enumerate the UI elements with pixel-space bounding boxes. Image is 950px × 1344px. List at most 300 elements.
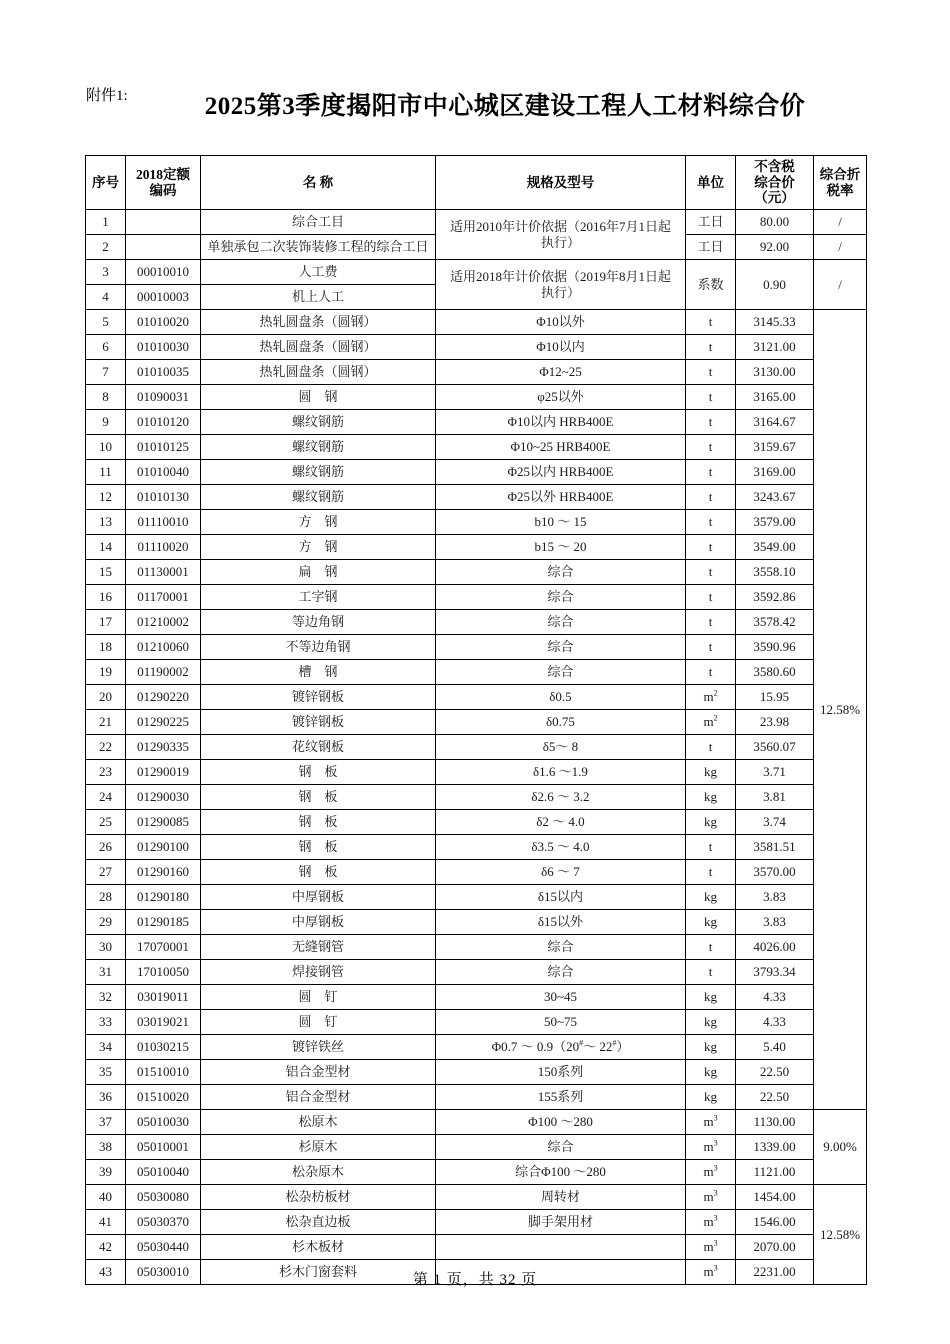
cell-unit: t xyxy=(686,460,736,485)
cell-code: 05010001 xyxy=(126,1135,201,1160)
cell-name: 螺纹钢筋 xyxy=(201,485,436,510)
cell-price: 3164.67 xyxy=(736,410,814,435)
cell-price: 1130.00 xyxy=(736,1110,814,1135)
cell-code: 05010040 xyxy=(126,1160,201,1185)
table-row xyxy=(86,910,867,935)
cell-spec: Φ10以内 xyxy=(436,335,686,360)
table-row xyxy=(86,360,867,385)
cell-unit: t xyxy=(686,310,736,335)
cell-seq: 10 xyxy=(86,435,126,460)
cell-spec: 综合 xyxy=(436,935,686,960)
table-row xyxy=(86,810,867,835)
cell-price: 22.50 xyxy=(736,1085,814,1110)
cell-name: 松杂原木 xyxy=(201,1160,436,1185)
cell-unit: t xyxy=(686,335,736,360)
cell-seq: 12 xyxy=(86,485,126,510)
cell-spec: 综合 xyxy=(436,585,686,610)
table-row xyxy=(86,660,867,685)
material-price-table xyxy=(85,155,867,1285)
header-unit: 单位 xyxy=(686,156,736,210)
table-row xyxy=(86,385,867,410)
cell-price: 3590.96 xyxy=(736,635,814,660)
table-row xyxy=(86,735,867,760)
cell-code: 01210002 xyxy=(126,610,201,635)
cell-price: 3.83 xyxy=(736,910,814,935)
cell-spec: 30~45 xyxy=(436,985,686,1010)
cell-seq: 24 xyxy=(86,785,126,810)
cell-spec-merged-2018: 适用2018年计价依据（2019年8月1日起执行） xyxy=(436,260,686,310)
cell-price: 3570.00 xyxy=(736,860,814,885)
cell-code: 01010030 xyxy=(126,335,201,360)
cell-seq: 4 xyxy=(86,285,126,310)
header-price-line1: 不含税 xyxy=(754,159,795,175)
header-name: 名 称 xyxy=(201,156,436,210)
cell-rate-merged-steel: 12.58% xyxy=(814,310,867,1110)
cell-spec: 周转材 xyxy=(436,1185,686,1210)
cell-unit: t xyxy=(686,485,736,510)
cell-price: 3578.42 xyxy=(736,610,814,635)
cell-seq: 14 xyxy=(86,535,126,560)
cell-unit: $m^3$ xyxy=(686,1110,736,1135)
cell-seq: 3 xyxy=(86,260,126,285)
cell-code: 01290220 xyxy=(126,685,201,710)
cell-code: 05030370 xyxy=(126,1210,201,1235)
cell-seq: 32 xyxy=(86,985,126,1010)
cell-price: 2231.00 xyxy=(736,1260,814,1285)
cell-name: 松原木 xyxy=(201,1110,436,1135)
cell-price: 3.71 xyxy=(736,760,814,785)
cell-code: 01290180 xyxy=(126,885,201,910)
cell-name: 杉原木 xyxy=(201,1135,436,1160)
cell-price: 4.33 xyxy=(736,985,814,1010)
cell-name: 无缝钢管 xyxy=(201,935,436,960)
table-row xyxy=(86,935,867,960)
cell-seq: 28 xyxy=(86,885,126,910)
cell-price: 92.00 xyxy=(736,235,814,260)
table-row xyxy=(86,310,867,335)
table-row xyxy=(86,710,867,735)
cell-unit: t xyxy=(686,385,736,410)
cell-name: 钢 板 xyxy=(201,860,436,885)
cell-name: 圆 钉 xyxy=(201,1010,436,1035)
cell-code: 01170001 xyxy=(126,585,201,610)
cell-spec: Φ25以内 HRB400E xyxy=(436,460,686,485)
cell-unit: t xyxy=(686,560,736,585)
cell-name: 等边角钢 xyxy=(201,610,436,635)
cell-seq: 18 xyxy=(86,635,126,660)
cell-price: 3.74 xyxy=(736,810,814,835)
cell-code: 01010125 xyxy=(126,435,201,460)
cell-name: 螺纹钢筋 xyxy=(201,410,436,435)
cell-unit: $m^3$ xyxy=(686,1185,736,1210)
cell-spec: 综合 xyxy=(436,1135,686,1160)
cell-rate: / xyxy=(814,235,867,260)
cell-code: 01290160 xyxy=(126,860,201,885)
cell-price: 3159.67 xyxy=(736,435,814,460)
cell-spec: 综合 xyxy=(436,560,686,585)
cell-seq: 27 xyxy=(86,860,126,885)
cell-spec: 综合Φ100 ～280 xyxy=(436,1160,686,1185)
attachment-label: 附件1: xyxy=(86,88,128,104)
cell-spec: δ15以外 xyxy=(436,910,686,935)
cell-code: 00010003 xyxy=(126,285,201,310)
cell-price: 2070.00 xyxy=(736,1235,814,1260)
cell-spec: b10 ～ 15 xyxy=(436,510,686,535)
cell-name: 热轧圆盘条（圆钢） xyxy=(201,310,436,335)
cell-code: 17070001 xyxy=(126,935,201,960)
cell-seq: 17 xyxy=(86,610,126,635)
cell-spec: 综合 xyxy=(436,610,686,635)
page-title: 2025第3季度揭阳市中心城区建设工程人工材料综合价 xyxy=(204,93,806,120)
table-header xyxy=(86,156,867,210)
cell-name: 不等边角钢 xyxy=(201,635,436,660)
cell-seq: 41 xyxy=(86,1210,126,1235)
cell-name: 镀锌钢板 xyxy=(201,710,436,735)
cell-price: 1546.00 xyxy=(736,1210,814,1235)
table-row xyxy=(86,635,867,660)
cell-price: 0.90 xyxy=(736,260,814,310)
cell-spec: Φ10以外 xyxy=(436,310,686,335)
cell-price: 3.83 xyxy=(736,885,814,910)
cell-seq: 29 xyxy=(86,910,126,935)
cell-spec: 综合 xyxy=(436,635,686,660)
cell-seq: 40 xyxy=(86,1185,126,1210)
cell-price: 22.50 xyxy=(736,1060,814,1085)
cell-code: 01090031 xyxy=(126,385,201,410)
table-row xyxy=(86,335,867,360)
cell-spec: 150系列 xyxy=(436,1060,686,1085)
cell-unit: kg xyxy=(686,1085,736,1110)
cell-code: 01290185 xyxy=(126,910,201,935)
cell-unit: $m^3$ xyxy=(686,1235,736,1260)
cell-code: 01290335 xyxy=(126,735,201,760)
header-code xyxy=(126,156,201,210)
cell-seq: 8 xyxy=(86,385,126,410)
cell-name: 钢 板 xyxy=(201,810,436,835)
table-body xyxy=(86,210,867,1285)
cell-spec: Φ100 ～280 xyxy=(436,1110,686,1135)
header-price-line2: 综合价 xyxy=(754,174,795,190)
cell-unit: $m^2$ xyxy=(686,685,736,710)
cell-name: 圆 钢 xyxy=(201,385,436,410)
header-seq: 序号 xyxy=(86,156,126,210)
cell-price: 3243.67 xyxy=(736,485,814,510)
table-row xyxy=(86,1160,867,1185)
cell-unit: $m^3$ xyxy=(686,1160,736,1185)
cell-code: 05030440 xyxy=(126,1235,201,1260)
cell-name: 圆 钉 xyxy=(201,985,436,1010)
cell-code: 01010120 xyxy=(126,410,201,435)
cell-unit: kg xyxy=(686,785,736,810)
cell-unit: kg xyxy=(686,885,736,910)
cell-seq: 30 xyxy=(86,935,126,960)
cell-unit: kg xyxy=(686,910,736,935)
cell-name: 钢 板 xyxy=(201,835,436,860)
cell-code: 03019011 xyxy=(126,985,201,1010)
table-row xyxy=(86,1110,867,1135)
cell-unit: t xyxy=(686,660,736,685)
cell-seq: 6 xyxy=(86,335,126,360)
cell-spec: 综合 xyxy=(436,960,686,985)
cell-code: 03019021 xyxy=(126,1010,201,1035)
cell-spec: δ6 ～ 7 xyxy=(436,860,686,885)
cell-price: 3560.07 xyxy=(736,735,814,760)
cell-code: 01010130 xyxy=(126,485,201,510)
cell-spec xyxy=(436,1235,686,1260)
cell-code: 01510020 xyxy=(126,1085,201,1110)
header-price xyxy=(736,156,814,210)
table-row xyxy=(86,410,867,435)
table-row xyxy=(86,1185,867,1210)
cell-seq: 37 xyxy=(86,1110,126,1135)
table-row xyxy=(86,260,867,285)
table-row xyxy=(86,210,867,235)
cell-unit: 工日 xyxy=(686,210,736,235)
cell-unit: t xyxy=(686,410,736,435)
cell-unit: t xyxy=(686,860,736,885)
header-rate-line1: 综合折 xyxy=(819,166,861,182)
cell-code: 05010030 xyxy=(126,1110,201,1135)
table-row xyxy=(86,860,867,885)
cell-unit: kg xyxy=(686,810,736,835)
cell-code: 01290225 xyxy=(126,710,201,735)
table-row xyxy=(86,835,867,860)
cell-price: 3549.00 xyxy=(736,535,814,560)
cell-name: 杉木门窗套料 xyxy=(201,1260,436,1285)
cell-spec: δ0.5 xyxy=(436,685,686,710)
cell-spec: Φ25以外 HRB400E xyxy=(436,485,686,510)
cell-price: 3.81 xyxy=(736,785,814,810)
cell-price: 3592.86 xyxy=(736,585,814,610)
cell-seq: 15 xyxy=(86,560,126,585)
cell-code: 01130001 xyxy=(126,560,201,585)
cell-seq: 20 xyxy=(86,685,126,710)
table-row xyxy=(86,685,867,710)
header-rate xyxy=(814,156,867,210)
header-spec: 规格及型号 xyxy=(436,156,686,210)
cell-spec: δ5～ 8 xyxy=(436,735,686,760)
cell-name: 中厚钢板 xyxy=(201,910,436,935)
cell-spec: b15 ～ 20 xyxy=(436,535,686,560)
table-row xyxy=(86,435,867,460)
cell-seq: 21 xyxy=(86,710,126,735)
cell-name: 槽 钢 xyxy=(201,660,436,685)
cell-name: 扁 钢 xyxy=(201,560,436,585)
cell-seq: 38 xyxy=(86,1135,126,1160)
cell-seq: 11 xyxy=(86,460,126,485)
cell-price: 4.33 xyxy=(736,1010,814,1035)
header-rate-line2: 税率 xyxy=(826,182,854,198)
cell-name: 焊接钢管 xyxy=(201,960,436,985)
cell-price: 1454.00 xyxy=(736,1185,814,1210)
cell-name: 钢 板 xyxy=(201,760,436,785)
table-row xyxy=(86,510,867,535)
cell-price: 1121.00 xyxy=(736,1160,814,1185)
cell-unit: $m^3$ xyxy=(686,1260,736,1285)
cell-price: 3145.33 xyxy=(736,310,814,335)
cell-spec: Φ0.7 ～ 0.9（20#～ 22#） xyxy=(436,1035,686,1060)
cell-unit: kg xyxy=(686,760,736,785)
cell-seq: 1 xyxy=(86,210,126,235)
cell-code: 01290100 xyxy=(126,835,201,860)
cell-name: 热轧圆盘条（圆钢） xyxy=(201,335,436,360)
cell-name: 镀锌钢板 xyxy=(201,685,436,710)
cell-name: 人工费 xyxy=(201,260,436,285)
cell-price: 3581.51 xyxy=(736,835,814,860)
cell-unit: t xyxy=(686,435,736,460)
cell-price: 3579.00 xyxy=(736,510,814,535)
cell-seq: 39 xyxy=(86,1160,126,1185)
cell-price: 23.98 xyxy=(736,710,814,735)
cell-unit: t xyxy=(686,635,736,660)
cell-code: 17010050 xyxy=(126,960,201,985)
cell-code: 01510010 xyxy=(126,1060,201,1085)
cell-spec: δ1.6 ～1.9 xyxy=(436,760,686,785)
cell-unit: kg xyxy=(686,985,736,1010)
cell-unit: t xyxy=(686,510,736,535)
cell-code: 01190002 xyxy=(126,660,201,685)
cell-name: 方 钢 xyxy=(201,535,436,560)
cell-seq: 42 xyxy=(86,1235,126,1260)
cell-price: 3558.10 xyxy=(736,560,814,585)
table-row xyxy=(86,610,867,635)
table-row xyxy=(86,535,867,560)
cell-code: 01030215 xyxy=(126,1035,201,1060)
table-row xyxy=(86,885,867,910)
cell-seq: 2 xyxy=(86,235,126,260)
cell-name: 方 钢 xyxy=(201,510,436,535)
cell-seq: 34 xyxy=(86,1035,126,1060)
cell-unit: t xyxy=(686,535,736,560)
cell-code xyxy=(126,235,201,260)
table-row xyxy=(86,485,867,510)
cell-name: 钢 板 xyxy=(201,785,436,810)
cell-spec: δ3.5 ～ 4.0 xyxy=(436,835,686,860)
cell-seq: 9 xyxy=(86,410,126,435)
cell-spec: δ2.6 ～ 3.2 xyxy=(436,785,686,810)
cell-name: 杉木板材 xyxy=(201,1235,436,1260)
cell-spec: 50~75 xyxy=(436,1010,686,1035)
cell-spec: δ15以内 xyxy=(436,885,686,910)
cell-spec: 155系列 xyxy=(436,1085,686,1110)
cell-seq: 25 xyxy=(86,810,126,835)
cell-unit: kg xyxy=(686,1060,736,1085)
cell-code: 01010035 xyxy=(126,360,201,385)
page-footer: 第 1 页，共 32 页 xyxy=(412,1272,538,1288)
table-row xyxy=(86,1060,867,1085)
cell-price: 3793.34 xyxy=(736,960,814,985)
cell-unit: $m^3$ xyxy=(686,1210,736,1235)
cell-unit: t xyxy=(686,835,736,860)
cell-seq: 16 xyxy=(86,585,126,610)
cell-rate: / xyxy=(814,260,867,310)
header-code-line2: 编码 xyxy=(149,182,177,198)
table-row xyxy=(86,960,867,985)
table-row xyxy=(86,785,867,810)
cell-price: 4026.00 xyxy=(736,935,814,960)
table-row xyxy=(86,560,867,585)
cell-code: 01290085 xyxy=(126,810,201,835)
cell-seq: 5 xyxy=(86,310,126,335)
cell-unit: t xyxy=(686,935,736,960)
cell-code: 01110010 xyxy=(126,510,201,535)
cell-seq: 35 xyxy=(86,1060,126,1085)
table-row xyxy=(86,985,867,1010)
cell-seq: 13 xyxy=(86,510,126,535)
cell-unit: kg xyxy=(686,1010,736,1035)
cell-name: 工字钢 xyxy=(201,585,436,610)
cell-code: 00010010 xyxy=(126,260,201,285)
cell-name: 综合工目 xyxy=(201,210,436,235)
cell-spec: δ0.75 xyxy=(436,710,686,735)
cell-seq: 22 xyxy=(86,735,126,760)
cell-name: 松杂枋板材 xyxy=(201,1185,436,1210)
cell-name: 螺纹钢筋 xyxy=(201,435,436,460)
cell-seq: 19 xyxy=(86,660,126,685)
table-row xyxy=(86,1235,867,1260)
cell-spec: φ25以外 xyxy=(436,385,686,410)
cell-spec-merged-2010: 适用2010年计价依据（2016年7月1日起执行） xyxy=(436,210,686,260)
cell-rate: / xyxy=(814,210,867,235)
cell-price: 80.00 xyxy=(736,210,814,235)
cell-spec: 脚手架用材 xyxy=(436,1210,686,1235)
header-code-line1: 2018定额 xyxy=(136,166,190,182)
cell-seq: 43 xyxy=(86,1260,126,1285)
cell-name: 热轧圆盘条（圆钢） xyxy=(201,360,436,385)
cell-price: 3580.60 xyxy=(736,660,814,685)
cell-code: 01210060 xyxy=(126,635,201,660)
cell-code: 05030080 xyxy=(126,1185,201,1210)
cell-code: 01290019 xyxy=(126,760,201,785)
cell-name: 镀锌铁丝 xyxy=(201,1035,436,1060)
cell-price: 5.40 xyxy=(736,1035,814,1060)
table-row xyxy=(86,1010,867,1035)
table-row xyxy=(86,1035,867,1060)
cell-code: 01010040 xyxy=(126,460,201,485)
cell-price: 3165.00 xyxy=(736,385,814,410)
cell-price: 3121.00 xyxy=(736,335,814,360)
cell-spec: 综合 xyxy=(436,660,686,685)
cell-unit: t xyxy=(686,960,736,985)
cell-code: 01290030 xyxy=(126,785,201,810)
cell-unit: t xyxy=(686,610,736,635)
cell-unit: t xyxy=(686,585,736,610)
table-row xyxy=(86,585,867,610)
cell-price: 15.95 xyxy=(736,685,814,710)
cell-code: 01010020 xyxy=(126,310,201,335)
cell-unit: $m^2$ xyxy=(686,710,736,735)
cell-code: 05030010 xyxy=(126,1260,201,1285)
cell-seq: 7 xyxy=(86,360,126,385)
cell-rate-merged-wood: 9.00% xyxy=(814,1110,867,1185)
cell-name: 松杂直边板 xyxy=(201,1210,436,1235)
table-header-row xyxy=(86,156,867,210)
table-row xyxy=(86,460,867,485)
cell-spec: δ2 ～ 4.0 xyxy=(436,810,686,835)
cell-spec: Φ12~25 xyxy=(436,360,686,385)
table-row xyxy=(86,1135,867,1160)
cell-unit: t xyxy=(686,735,736,760)
price-table-container xyxy=(85,155,866,1285)
table-row xyxy=(86,1210,867,1235)
cell-code: 01110020 xyxy=(126,535,201,560)
cell-code xyxy=(126,210,201,235)
cell-price: 3169.00 xyxy=(736,460,814,485)
cell-name: 螺纹钢筋 xyxy=(201,460,436,485)
cell-name: 花纹钢板 xyxy=(201,735,436,760)
cell-unit: 工日 xyxy=(686,235,736,260)
cell-unit: 系数 xyxy=(686,260,736,310)
